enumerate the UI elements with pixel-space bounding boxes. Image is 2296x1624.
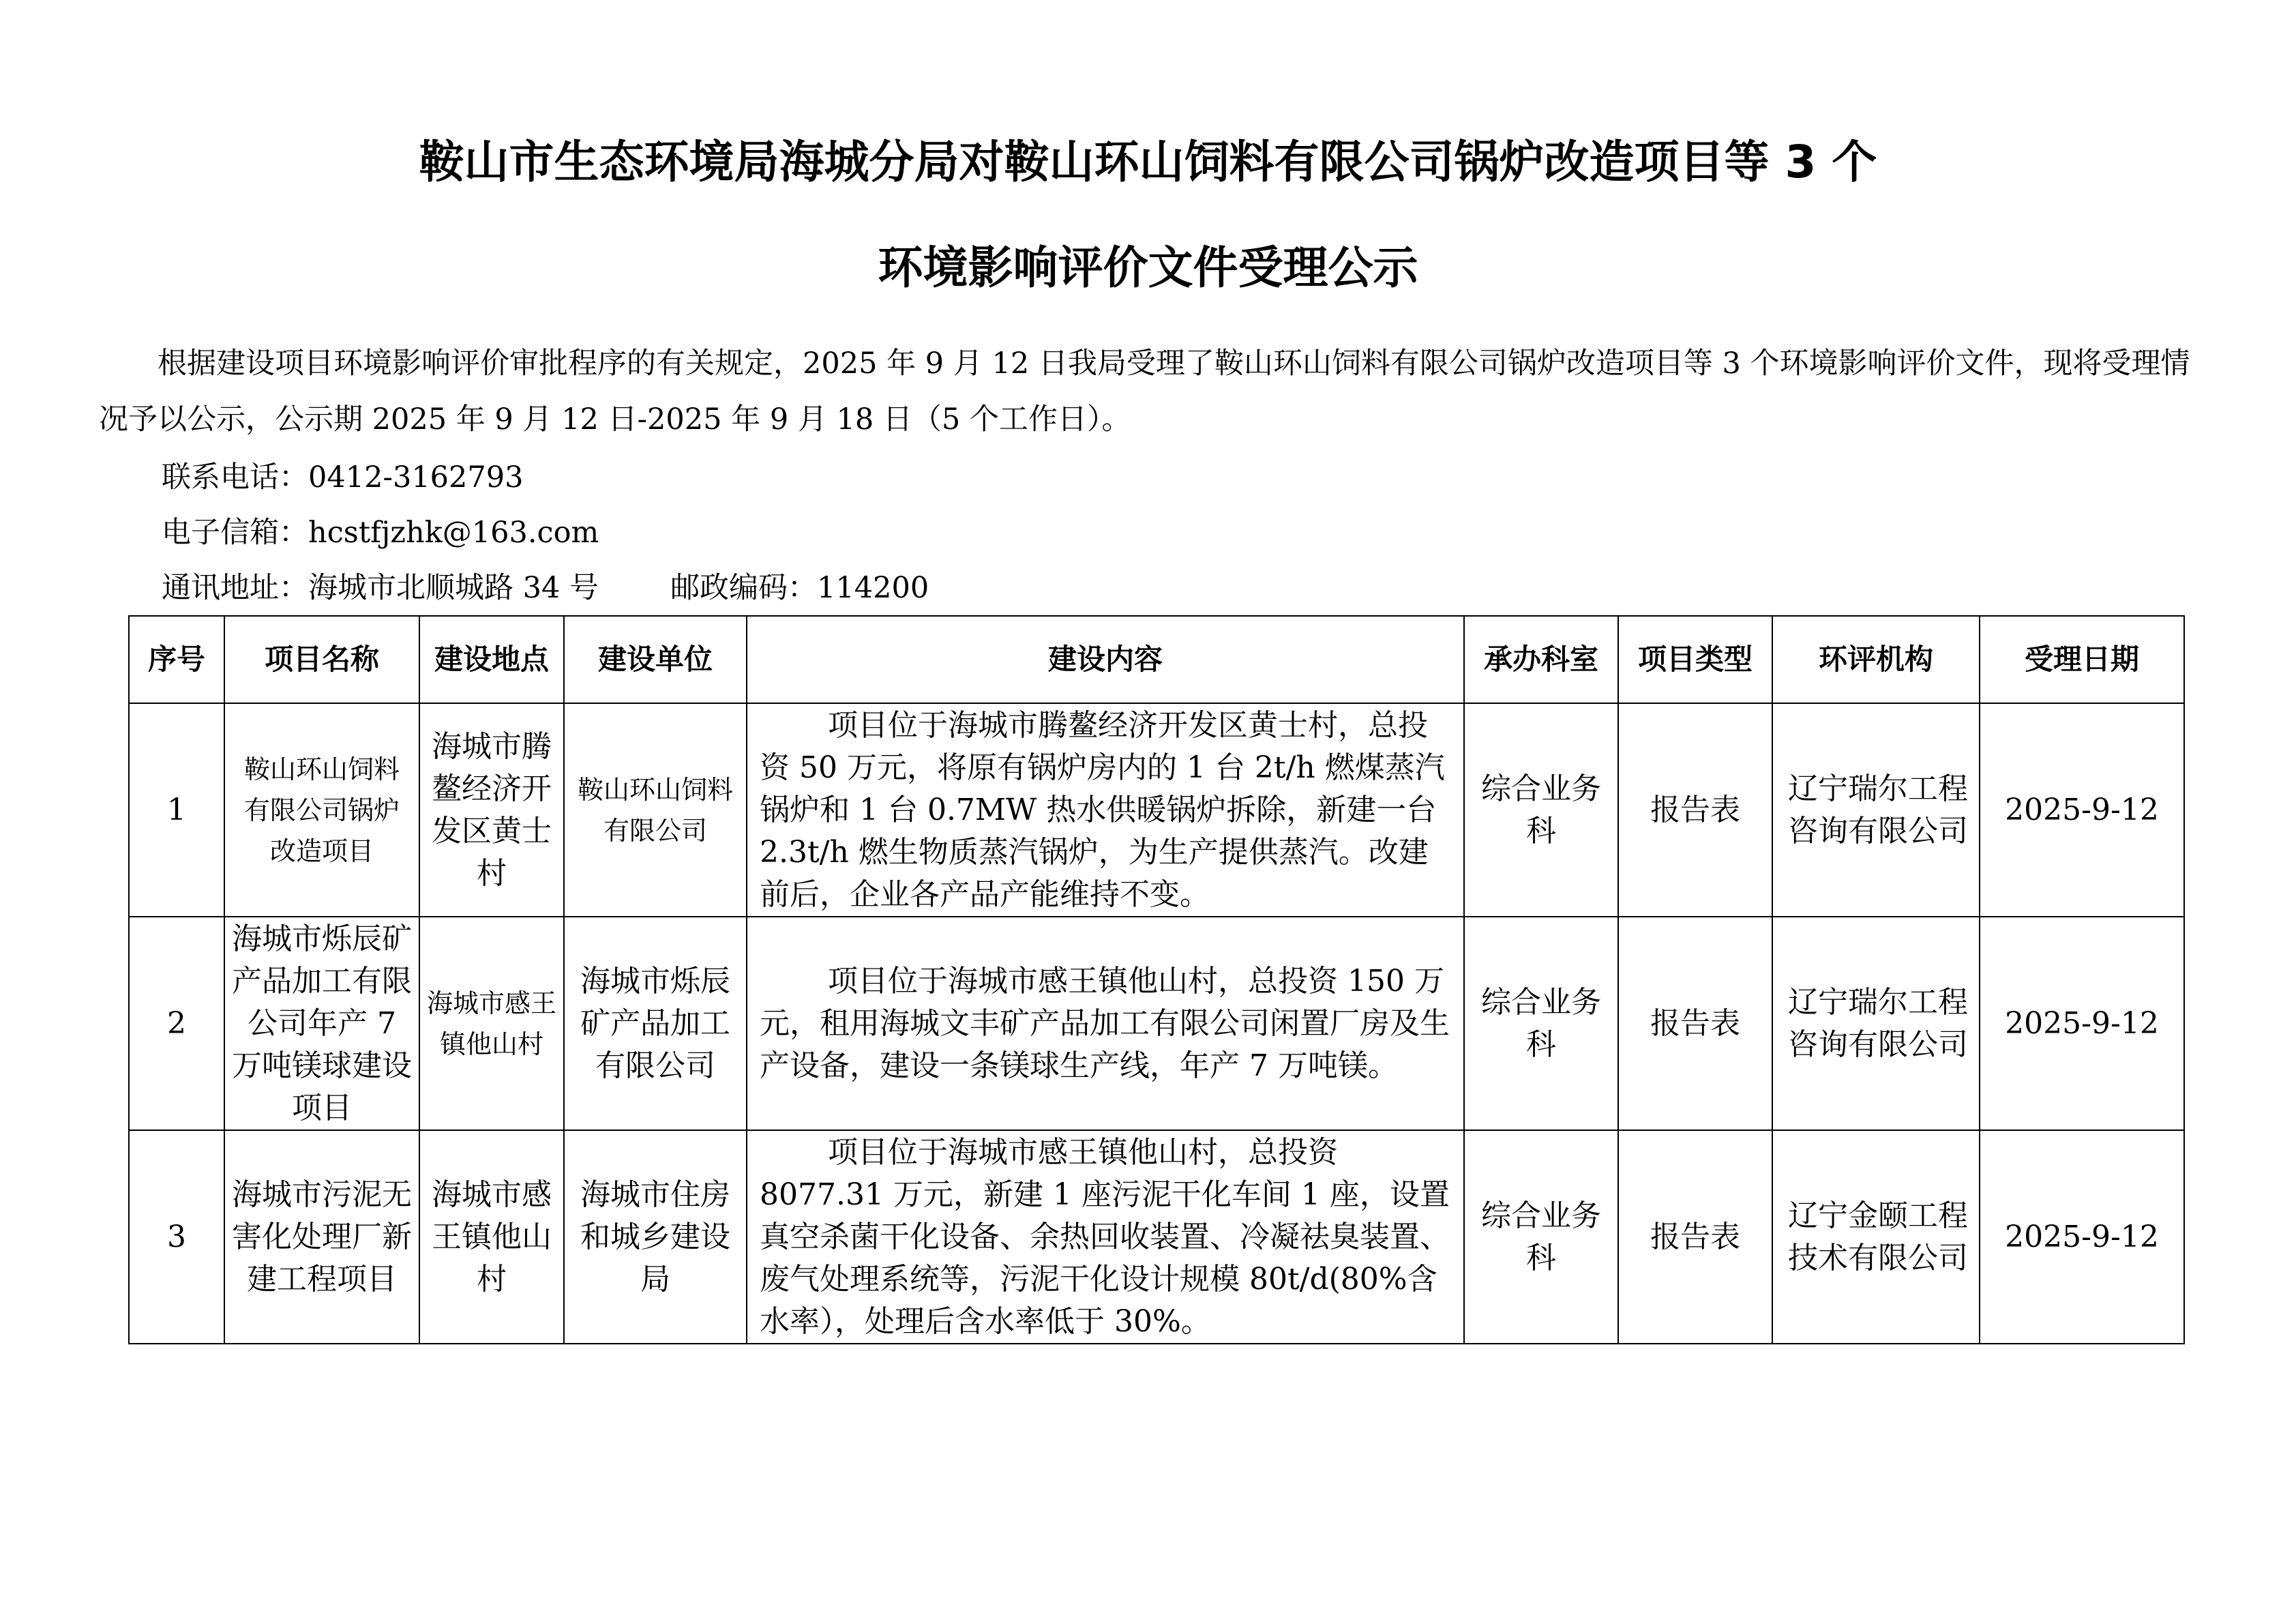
- project-table: [128, 615, 2185, 1344]
- cell-no: 2: [129, 917, 224, 1130]
- cell-date: 2025-9-12: [1980, 703, 2184, 917]
- document-title-line-2: 环境影响评价文件受理公示: [878, 241, 1418, 294]
- cell-unit: 鞍山环山饲料有限公司: [564, 703, 747, 917]
- cell-content: [747, 1130, 1464, 1344]
- header-name: 项目名称: [224, 616, 419, 703]
- cell-date: 2025-9-12: [1980, 1130, 2184, 1344]
- header-agency: 环评机构: [1772, 616, 1980, 703]
- cell-name: 鞍山环山饲料有限公司锅炉改造项目: [224, 703, 419, 917]
- cell-content-text: 项目位于海城市感王镇他山村，总投资 150 万元，租用海城文丰矿产品加工有限公司闲置厂房及生产设备，建设一条镁球生产线，年产 7 万吨镁。: [760, 963, 1450, 1083]
- cell-content: [747, 703, 1464, 917]
- header-no: 序号: [129, 616, 224, 703]
- header-unit: 建设单位: [564, 616, 747, 703]
- header-content: 建设内容: [747, 616, 1464, 703]
- cell-agency: 辽宁金颐工程技术有限公司: [1772, 1130, 1980, 1344]
- cell-no: 3: [129, 1130, 224, 1344]
- cell-name: 海城市烁辰矿产品加工有限公司年产 7 万吨镁球建设项目: [224, 917, 419, 1130]
- cell-location: 海城市腾鳌经济开发区黄士村: [419, 703, 564, 917]
- cell-location: 海城市感王镇他山村: [419, 917, 564, 1130]
- intro-text: 根据建设项目环境影响评价审批程序的有关规定，2025 年 9 月 12 日我局受理了鞍山环山饲料有限公司锅炉改造项目等 3 个环境影响评价文件，现将受理情况予以公示，公示期 2025 年 9 月 12 日-2025 年 9 月 18 日（5 个工作日）。: [99, 346, 2190, 437]
- cell-date: 2025-9-12: [1980, 917, 2184, 1130]
- cell-dept: 综合业务科: [1464, 1130, 1618, 1344]
- cell-type: 报告表: [1618, 703, 1772, 917]
- cell-type: 报告表: [1618, 1130, 1772, 1344]
- contact-phone: 联系电话：0412-3162793: [162, 460, 524, 494]
- header-dept: 承办科室: [1464, 616, 1618, 703]
- contact-email: 电子信箱：hcstfjzhk@163.com: [162, 516, 599, 550]
- table-row: [129, 917, 2184, 1130]
- contact-address: 通讯地址：海城市北顺城路 34 号: [162, 571, 599, 605]
- cell-type: 报告表: [1618, 917, 1772, 1130]
- cell-agency: 辽宁瑞尔工程咨询有限公司: [1772, 917, 1980, 1130]
- cell-location: 海城市感王镇他山村: [419, 1130, 564, 1344]
- header-date: 受理日期: [1980, 616, 2184, 703]
- table-row: [129, 1130, 2184, 1344]
- cell-unit: 海城市烁辰矿产品加工有限公司: [564, 917, 747, 1130]
- header-type: 项目类型: [1618, 616, 1772, 703]
- cell-no: 1: [129, 703, 224, 917]
- cell-dept: 综合业务科: [1464, 703, 1618, 917]
- cell-content-text: 项目位于海城市感王镇他山村，总投资 8077.31 万元，新建 1 座污泥干化车间 1 座，设置真空杀菌干化设备、余热回收装置、冷凝祛臭装置、废气处理系统等，污泥干化设计规模 80t/d(80%含水率），处理后含水率低于 30%。: [760, 1134, 1450, 1339]
- cell-content-text: 项目位于海城市腾鳌经济开发区黄士村，总投资 50 万元，将原有锅炉房内的 1 台 2t/h 燃煤蒸汽锅炉和 1 台 0.7MW 热水供暖锅炉拆除，新建一台 2.3t/h 燃生物质蒸汽锅炉，为生产提供蒸汽。改建前后，企业各产品产能维持不变。: [760, 707, 1445, 912]
- header-location: 建设地点: [419, 616, 564, 703]
- cell-agency: 辽宁瑞尔工程咨询有限公司: [1772, 703, 1980, 917]
- cell-name: 海城市污泥无害化处理厂新建工程项目: [224, 1130, 419, 1344]
- document-title-line-1: 鞍山市生态环境局海城分局对鞍山环山饲料有限公司锅炉改造项目等 3 个: [419, 136, 1877, 188]
- table-row: [129, 703, 2184, 917]
- contact-address-line: [162, 567, 929, 608]
- contact-postcode: 邮政编码：114200: [670, 571, 929, 605]
- intro-paragraph: [99, 336, 2203, 447]
- cell-dept: 综合业务科: [1464, 917, 1618, 1130]
- table-header-row: [129, 616, 2184, 703]
- cell-unit: 海城市住房和城乡建设局: [564, 1130, 747, 1344]
- cell-content: [747, 917, 1464, 1130]
